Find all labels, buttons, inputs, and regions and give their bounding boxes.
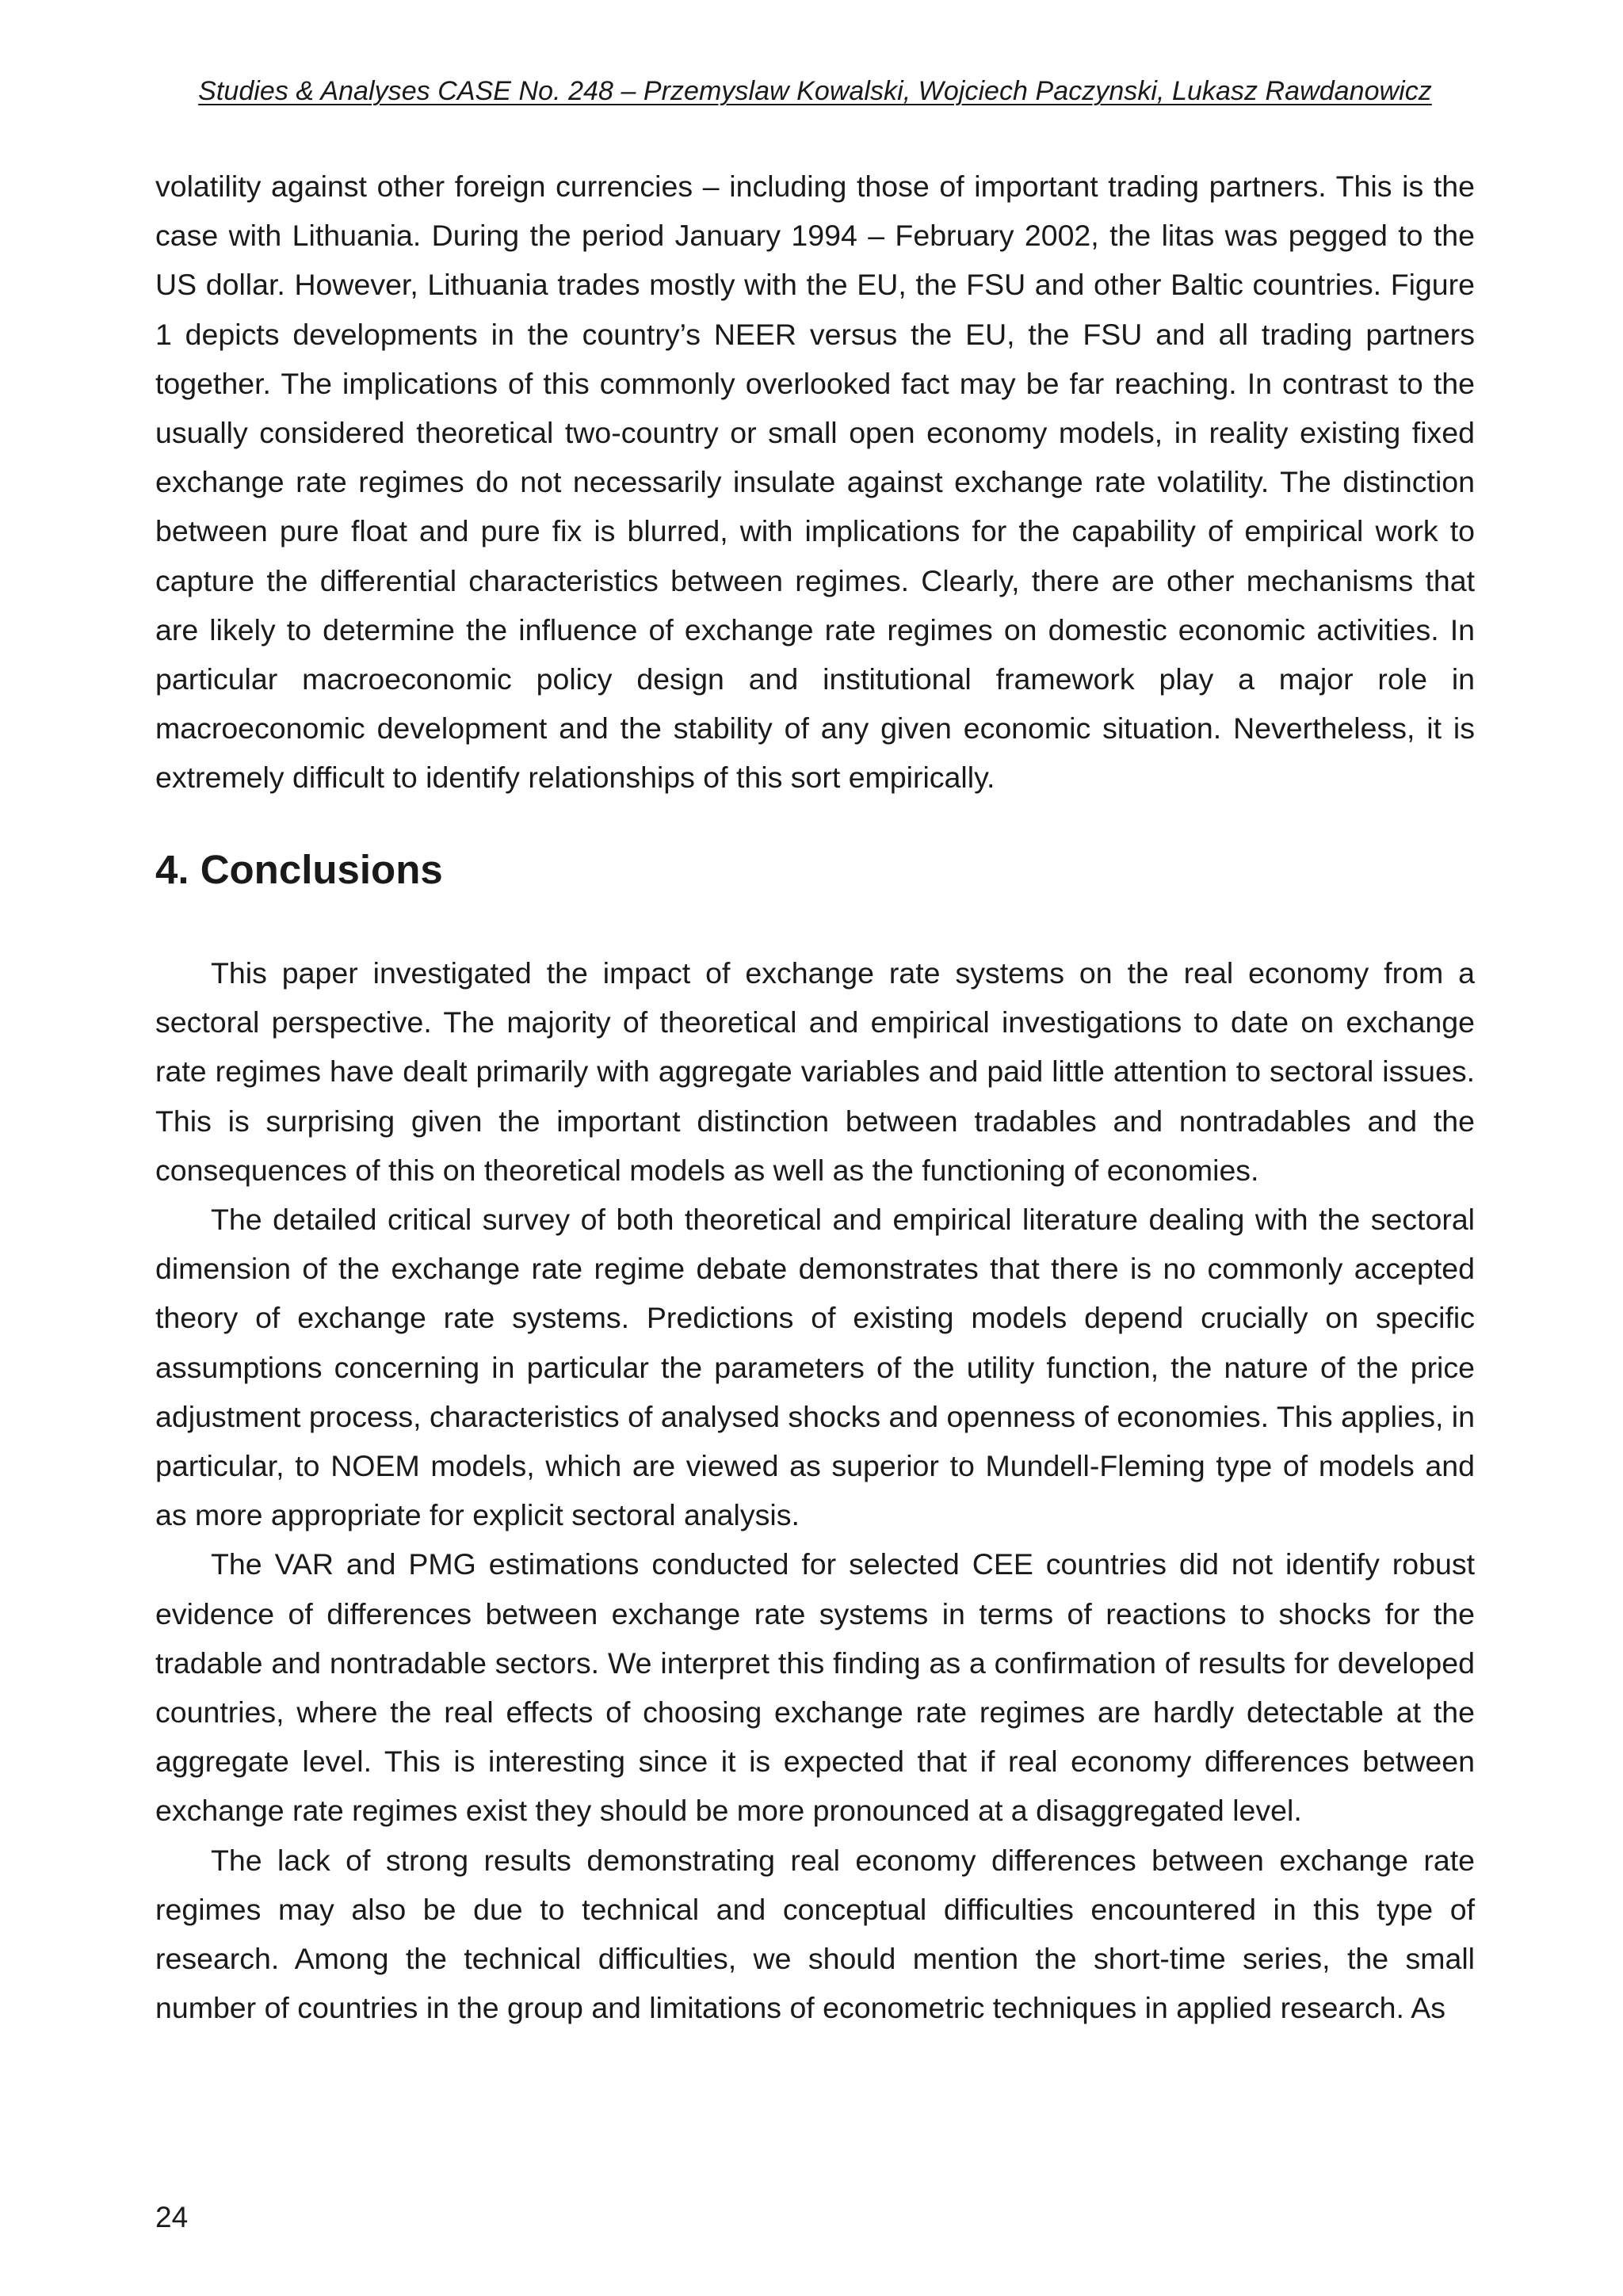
page-number: 24 [155,2201,189,2233]
conclusions-paragraph-4: The lack of strong results demonstrating real economy differences between exchange rate regimes may also be due to technical and conceptual difficulties encountered in this type of research. Among the technical difficulties, we should mention the short-time series, the small number of countries in the group and limitations of econometric techniques in applied research. As [155,1843,1475,2025]
conclusions-paragraph-3: The VAR and PMG estimations conducted for selected CEE countries did not identify robust evidence of differences between exchange rate systems in terms of reactions to shocks for the tradable and nontradable sectors. We interpret this finding as a confirmation of results for developed countries, where the real effects of choosing exchange rate regimes are hardly detectable at the aggregate level. This is interesting since it is expected that if real economy differences between exchange rate regimes exist they should be more pronounced at a disaggregated level. [155,1547,1475,1828]
conclusions-section [155,948,1475,2032]
conclusions-paragraph-2: The detailed critical survey of both theoretical and empirical literature dealing with the sectoral dimension of the exchange rate regime debate demonstrates that there is no commonly accepted theory of exchange rate systems. Predictions of existing models depend crucially on specific assumptions concerning in particular the parameters of the utility function, the nature of the price adjustment process, characteristics of analysed shocks and openness of economies. This applies, in particular, to NOEM models, which are viewed as superior to Mundell-Fleming type of models and as more appropriate for explicit sectoral analysis. [155,1203,1475,1532]
intro-paragraph: volatility against other foreign currencies – including those of important trading partners. This is the case with Lithuania. During the period January 1994 – February 2002, the litas was pegged to the US dollar. However, Lithuania trades mostly with the EU, the FSU and other Baltic countries. Figure 1 depicts developments in the country’s NEER versus the EU, the FSU and all trading partners together. The implications of this commonly overlooked fact may be far reaching. In contrast to the usually considered theoretical two-country or small open economy models, in reality existing fixed exchange rate regimes do not necessarily insulate against exchange rate volatility. The distinction between pure float and pure fix is blurred, with implications for the capability of empirical work to capture the differential characteristics between regimes. Clearly, there are other mechanisms that are likely to determine the influence of exchange rate regimes on domestic economic activities. In particular macroeconomic policy design and institutional framework play a major role in macroeconomic development and the stability of any given economic situation. Nevertheless, it is extremely difficult to identify relationships of this sort empirically. [155,170,1475,795]
conclusions-paragraph-1: This paper investigated the impact of exchange rate systems on the real economy from a sectoral perspective. The majority of theoretical and empirical investigations to date on exchange rate regimes have dealt primarily with aggregate variables and paid little attention to sectoral issues. This is surprising given the important distinction between tradables and nontradables and the consequences of this on theoretical models as well as the functioning of economies. [155,956,1475,1187]
running-header: Studies & Analyses CASE No. 248 – Przemyslaw Kowalski, Wojciech Paczynski, Lukasz Rawdanowicz [198,76,1432,106]
section-heading: 4. Conclusions [155,847,443,892]
intro-section [155,162,1475,803]
